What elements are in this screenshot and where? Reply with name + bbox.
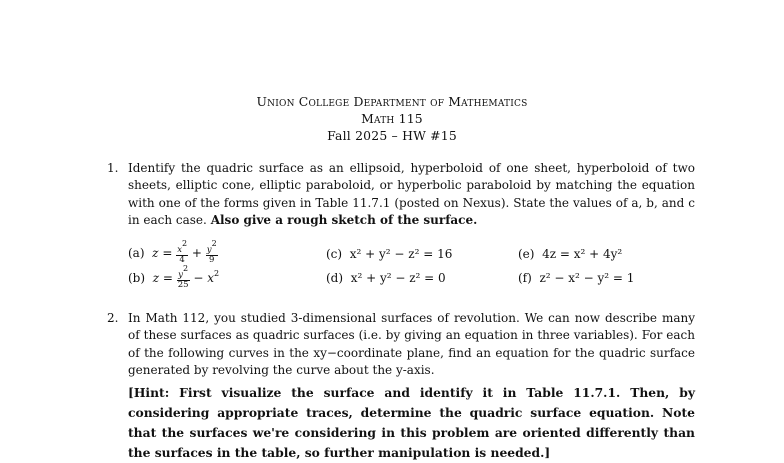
problem-2 xyxy=(107,310,695,463)
problem-2-hint: [Hint: First visualize the surface and identify it in Table 11.7.1. Then, by considering appropriate traces, determine the quadric surface equation. Note that the surfaces we're considering in this problem are oriented differently than the surfaces in the table, so further manipulation is needed.] xyxy=(128,384,695,460)
part-e xyxy=(518,247,622,261)
problem-1-number: 1. xyxy=(107,161,119,175)
homework-title: Fall 2025 – HW #15 xyxy=(327,128,457,143)
problem-1-text: Identify the quadric surface as an ellipsoid, hyperboloid of one sheet, hyperboloid of two sheets, elliptic cone, elliptic paraboloid, or hyperbolic paraboloid by matching the equation with one of the forms given in Table 11.7.1 (posted on Nexus). State the values of a, b, and c in each case. xyxy=(128,161,695,228)
problem-1 xyxy=(107,160,695,230)
part-b-label: (b) xyxy=(128,271,146,285)
part-e-label: (e) xyxy=(518,247,535,261)
document-header xyxy=(0,93,784,144)
problem-2-text: In Math 112, you studied 3-dimensional surfaces of revolution. We can now describe many of these surfaces as quadric surfaces (i.e. by giving an equation in three variables). For each of the following curves in the xy−coordinate plane, find an equation for the quadric surface generated by revolving the curve about the y-axis. xyxy=(128,311,695,378)
part-d xyxy=(326,271,446,285)
part-c xyxy=(326,247,452,261)
department-title: Union College Department of Mathematics xyxy=(256,94,528,109)
part-d-label: (d) xyxy=(326,271,344,285)
part-a-equation: z = $\frac{x^2}{4}$ + $\frac{y^2}{9}$ xyxy=(152,239,217,265)
problem-1-bold-text: Also give a rough sketch of the surface. xyxy=(210,213,478,228)
part-d-equation: x² + y² − z² = 0 xyxy=(350,271,446,285)
part-c-label: (c) xyxy=(326,247,343,261)
part-e-equation: 4z = x² + 4y² xyxy=(542,247,623,261)
part-a-label: (a) xyxy=(128,246,145,260)
part-f-equation: z² − x² − y² = 1 xyxy=(539,271,635,285)
part-b-equation: z = $\frac{y^2}{25}$ − $x^2$ xyxy=(152,264,220,290)
problem-2-body xyxy=(128,310,695,463)
course-title: Math 115 xyxy=(361,111,423,126)
problem-1-body xyxy=(128,160,695,230)
part-f-label: (f) xyxy=(518,271,532,285)
part-f xyxy=(518,271,634,285)
part-c-equation: x² + y² − z² = 16 xyxy=(349,247,453,261)
part-a xyxy=(128,239,218,265)
problem-2-number: 2. xyxy=(107,311,119,325)
part-b xyxy=(128,264,220,290)
